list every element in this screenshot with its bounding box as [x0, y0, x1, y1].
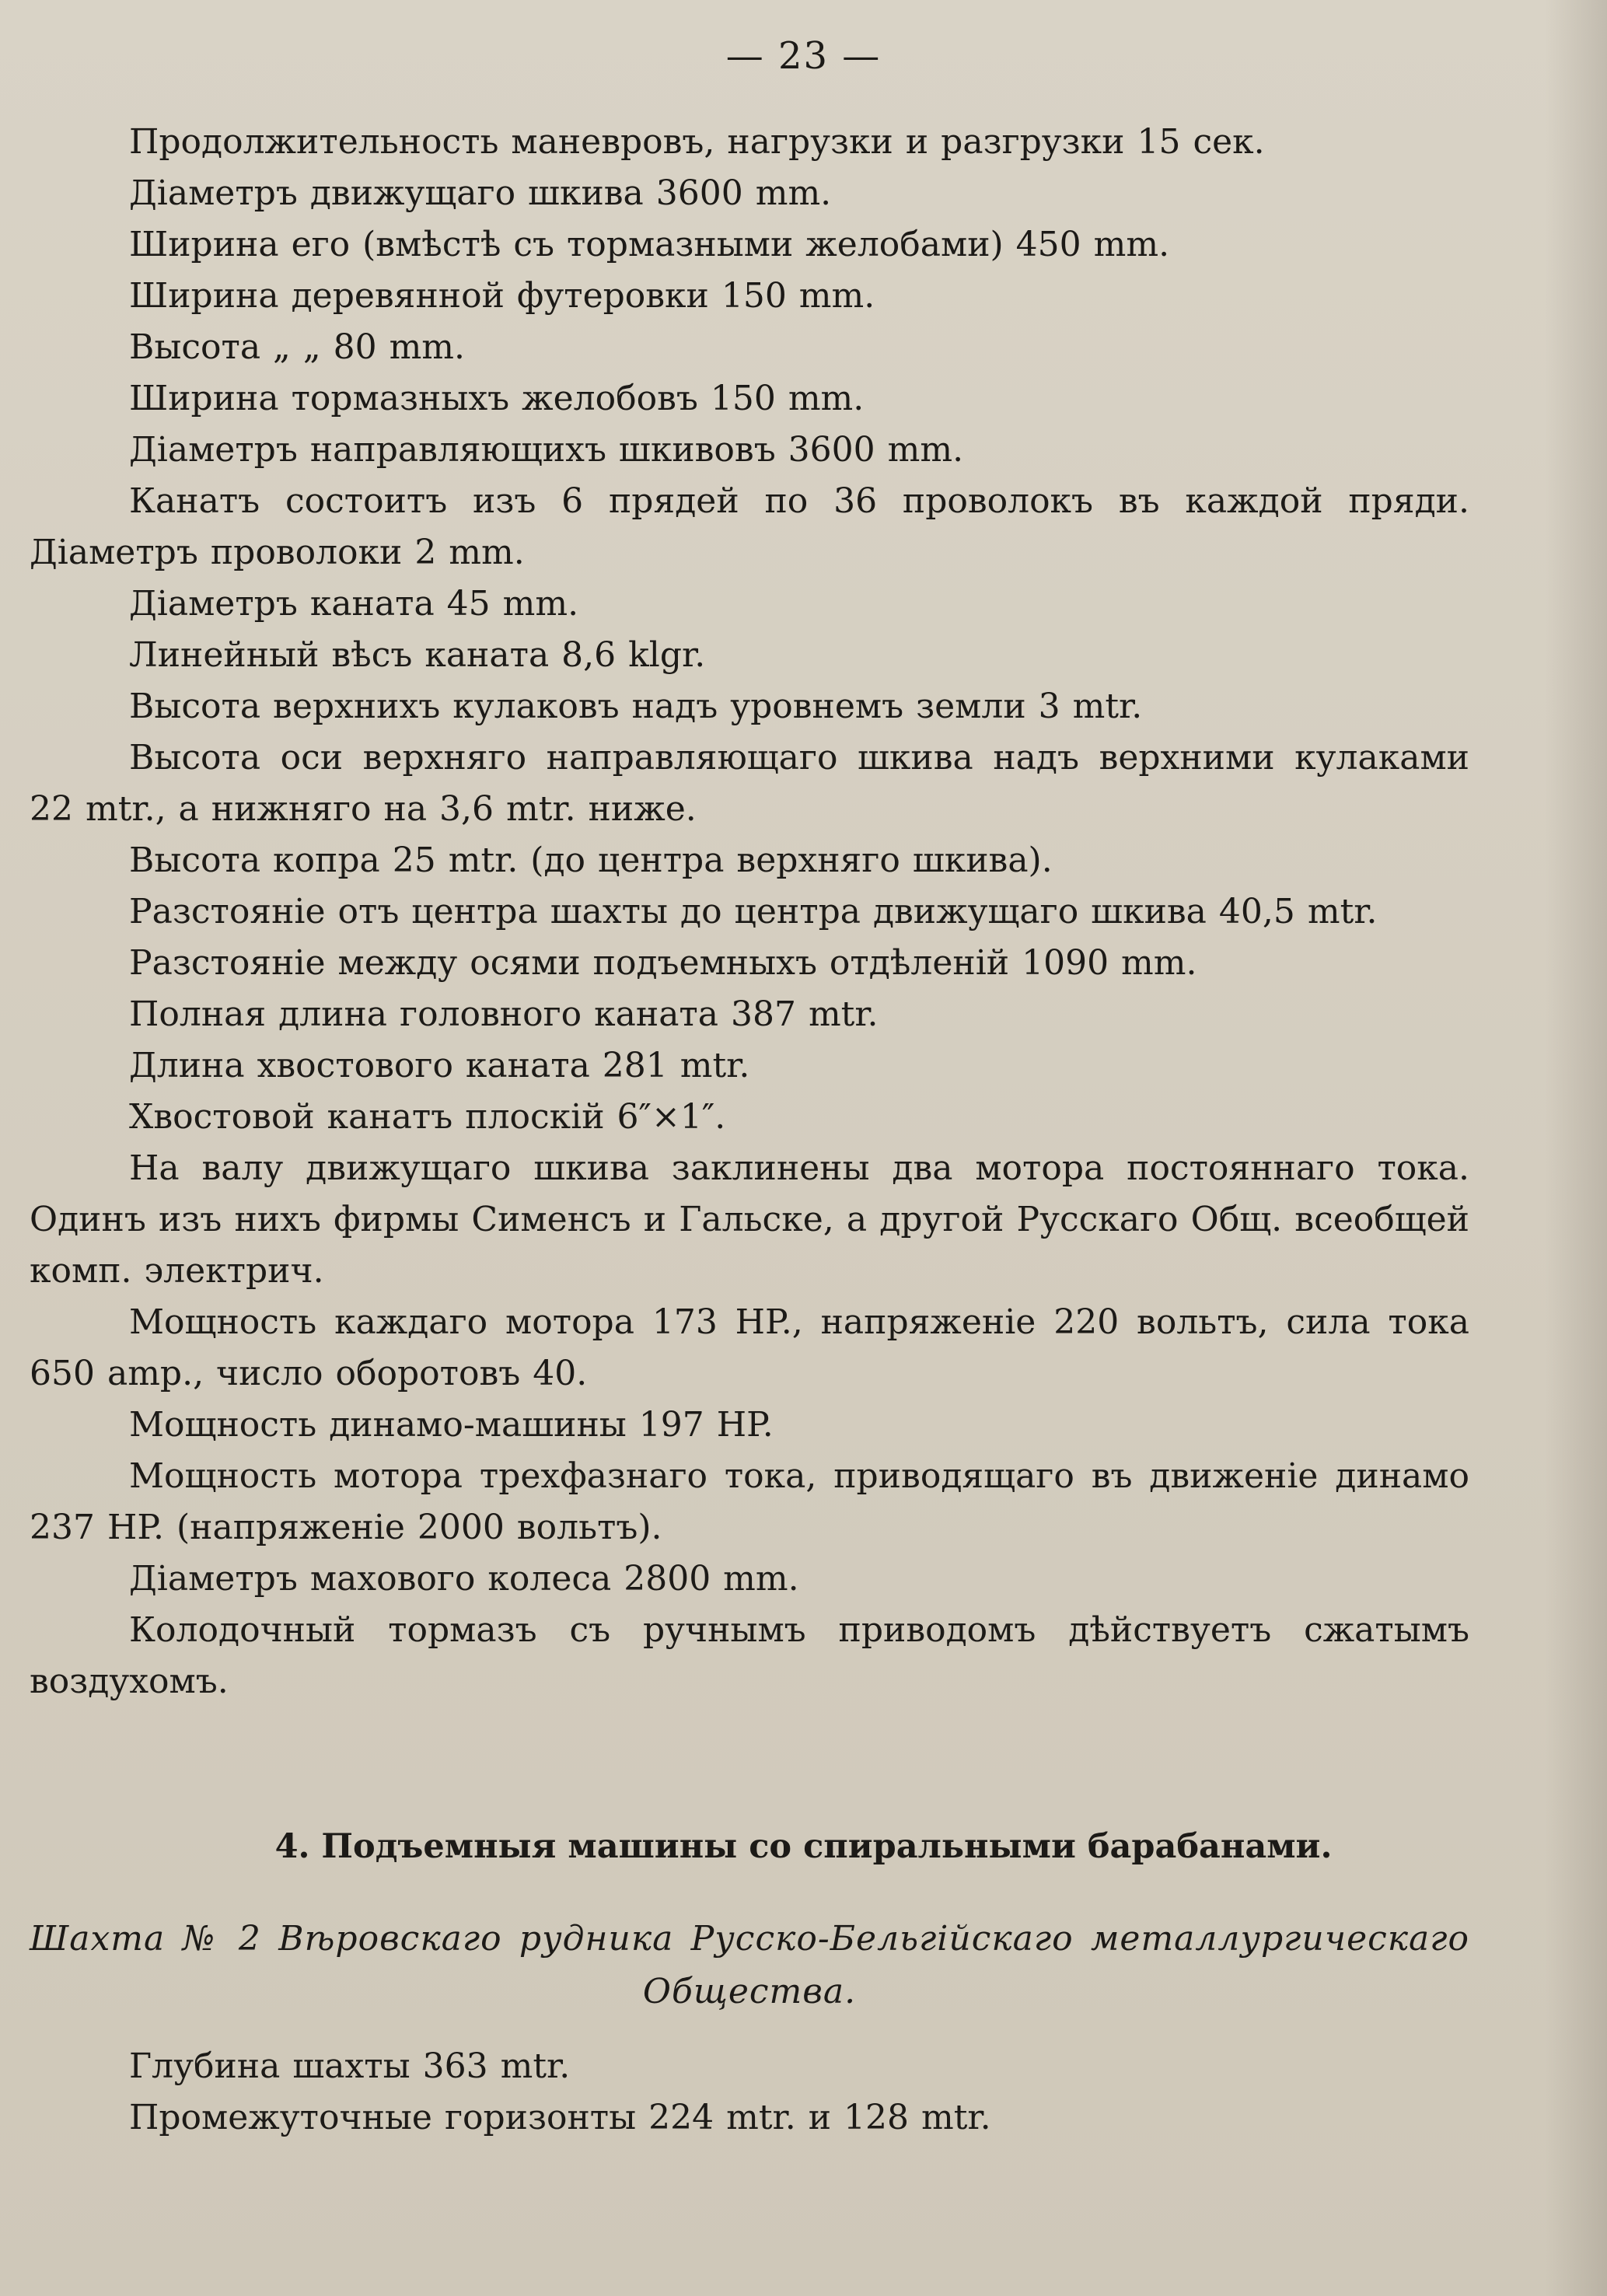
paragraph: Канатъ состоитъ изъ 6 прядей по 36 проволокъ въ каждой пряди. Діаметръ проволоки 2 mm.	[30, 481, 1469, 572]
paragraph: Ширина деревянной футеровки 150 mm.	[129, 276, 875, 316]
paragraph: Линейный вѣсъ каната 8,6 klgr.	[129, 635, 706, 675]
paragraph: Высота оси верхняго направляющаго шкива надъ верхними кулаками 22 mtr., а нижняго на 3,6 mtr. ниже.	[30, 738, 1469, 829]
paragraph: Промежуточные горизонты 224 mtr. и 128 mtr.	[129, 2098, 991, 2137]
paragraph: Продолжительность маневровъ, нагрузки и разгрузки 15 сек.	[129, 122, 1265, 162]
page-number: — 23 —	[725, 34, 882, 78]
paragraph: Высота копра 25 mtr. (до центра верхняго шкива).	[129, 840, 1053, 880]
paragraph: Высота „ „ 80 mm.	[129, 327, 466, 367]
paragraph: Мощность динамо-машины 197 HP.	[129, 1405, 774, 1445]
paragraph: Разстояніе отъ центра шахты до центра движущаго шкива 40,5 mtr.	[129, 892, 1378, 931]
paragraph: Глубина шахты 363 mtr.	[129, 2046, 571, 2086]
body-text	[30, 117, 1469, 1707]
paragraph: Ширина тормазныхъ желобовъ 150 mm.	[129, 379, 865, 418]
paragraph: Діаметръ каната 45 mm.	[129, 584, 579, 624]
paragraph: На валу движущаго шкива заклинены два мотора постояннаго тока. Одинъ изъ нихъ фирмы Сименсъ и Гальске, а другой Русскаго Общ. всеобщей комп. электрич.	[30, 1148, 1469, 1291]
paragraph: Ширина его (вмѣстѣ съ тормазными желобами) 450 mm.	[129, 225, 1170, 264]
paragraph: Діаметръ движущаго шкива 3600 mm.	[129, 173, 832, 213]
paragraph: Мощность каждаго мотора 173 HP., напряженіе 220 вольтъ, сила тока 650 amp., число оборотовъ 40.	[30, 1302, 1469, 1393]
paragraph: Колодочный тормазъ съ ручнымъ приводомъ дѣйствуетъ сжатымъ воздухомъ.	[30, 1610, 1469, 1701]
paragraph: Хвостовой канатъ плоскій 6″×1″.	[129, 1097, 726, 1137]
paragraph: Діаметръ махового колеса 2800 mm.	[129, 1559, 799, 1599]
paragraph: Мощность мотора трехфазнаго тока, приводящаго въ движеніе динамо 237 HP. (напряженіе 2000 вольтъ).	[30, 1456, 1469, 1547]
paragraph: Діаметръ направляющихъ шкивовъ 3600 mm.	[129, 430, 964, 470]
paragraph: Разстояніе между осями подъемныхъ отдѣленій 1090 mm.	[129, 943, 1197, 983]
section-heading: 4. Подъемныя машины со спиральными барабанами.	[274, 1827, 1333, 1866]
paragraph: Длина хвостового каната 281 mtr.	[129, 1046, 750, 1085]
section-subheading: Шахта № 2 Вѣровскаго рудника Русско-Бельгійскаго металлургическаго Общества.	[30, 1919, 1469, 2011]
paragraph: Высота верхнихъ кулаковъ надъ уровнемъ земли 3 mtr.	[129, 687, 1143, 726]
page-edge-shadow	[1545, 0, 1607, 2296]
body-text-continued	[30, 2041, 1469, 2144]
paragraph: Полная длина головного каната 387 mtr.	[129, 994, 879, 1034]
